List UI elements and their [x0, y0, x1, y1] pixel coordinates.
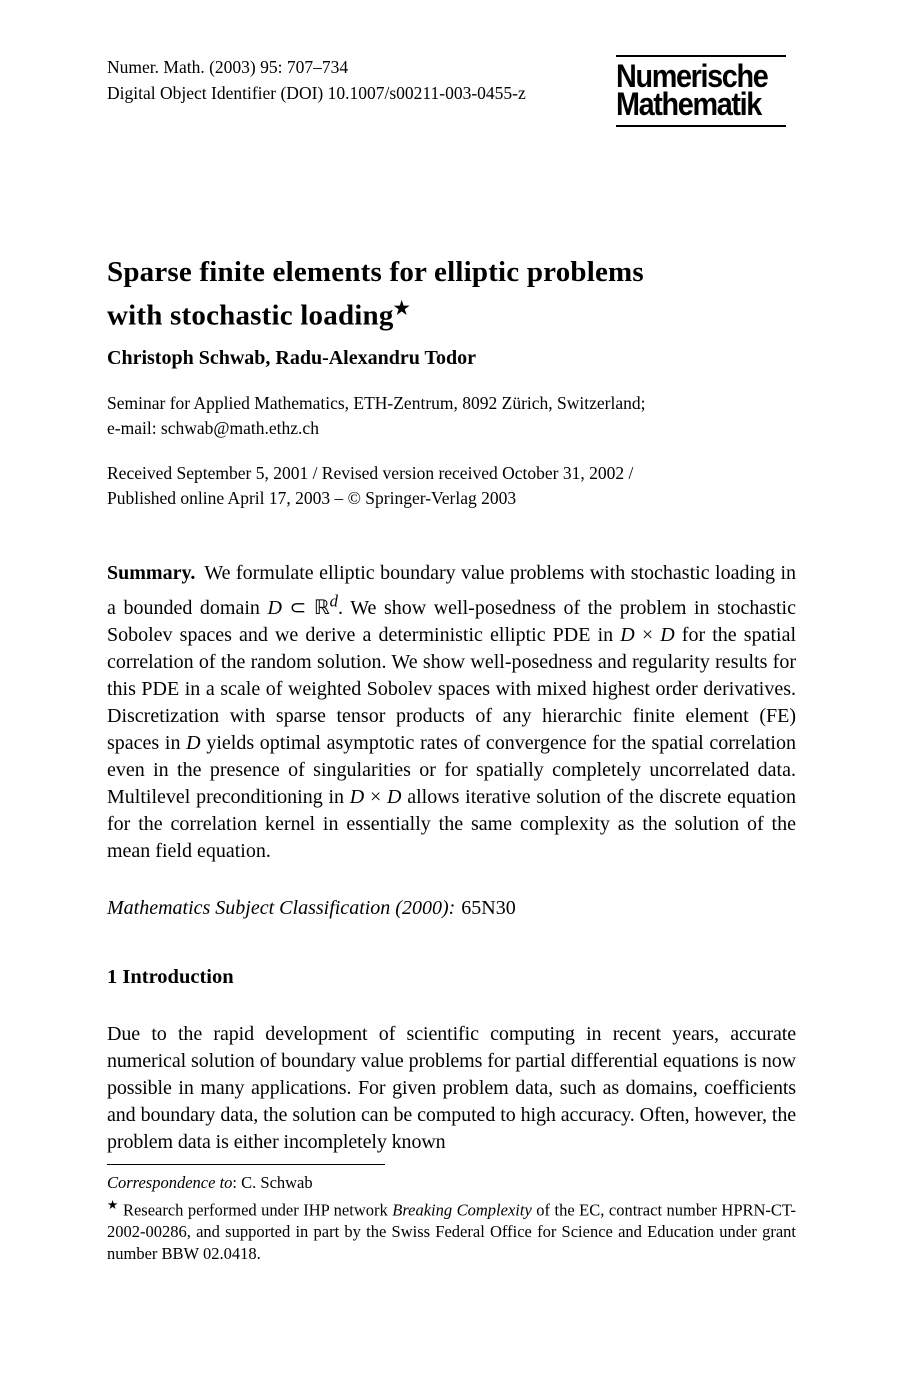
- logo-line-1: Numerische: [616, 58, 768, 94]
- summary-label: Summary.: [107, 562, 196, 584]
- title-line-2: with stochastic loading★: [107, 298, 410, 332]
- msc-label: Mathematics Subject Classification (2000):: [107, 897, 456, 919]
- affiliation-line-2: e-mail: schwab@math.ethz.ch: [107, 417, 319, 438]
- section-heading-introduction: 1 Introduction: [107, 966, 234, 988]
- article-title: [107, 254, 644, 334]
- journal-citation: Numer. Math. (2003) 95: 707–734: [107, 57, 349, 77]
- intro-paragraph: Due to the rapid development of scientific computing in recent years, accurate numerical solution of boundary value problems for partial differential equations is now possible in many applications. For given problem data, such as domains, coefficients and boundary data, the solution can be computed to high accuracy. Often, however, the problem data is either incompletely known: [107, 1023, 796, 1153]
- journal-doi: Digital Object Identifier (DOI) 10.1007/s00211-003-0455-z: [107, 83, 526, 103]
- authors: Christoph Schwab, Radu-Alexandru Todor: [107, 347, 476, 369]
- summary-body: We formulate elliptic boundary value problems with stochastic loading in a bounded domain D ⊂ ℝ$^d$. We show well-posedness of the problem in stochastic Sobolev spaces and we derive a deterministic elliptic PDE in D × D for the spatial correlation of the random solution. We show well-posedness and regularity results for this PDE in a scale of weighted Sobolev spaces with mixed highest order derivatives. Discretization with sparse tensor products of any hierarchic finite element (FE) spaces in D yields optimal asymptotic rates of convergence for the spatial correlation even in the presence of singularities or for spatially completely uncorrelated data. Multilevel preconditioning in D × D allows iterative solution of the discrete equation for the correlation kernel in essentially the same complexity as the solution of the mean field equation.: [107, 562, 797, 862]
- summary-paragraph: [107, 560, 796, 865]
- logo-rule-top: [616, 55, 786, 57]
- footnote-rule: [107, 1164, 385, 1165]
- affiliation-line-1: Seminar for Applied Mathematics, ETH-Zentrum, 8092 Zürich, Switzerland;: [107, 393, 646, 413]
- footnote-note: ★ Research performed under IHP network Breaking Complexity of the EC, contract number HPRN-CT-2002-00286, and supported in part by the Swiss Federal Office for Science and Education under grant number BBW 02.0418.: [107, 1197, 796, 1263]
- msc-value: 65N30: [461, 897, 516, 919]
- footnote: [107, 1172, 796, 1265]
- logo-line-2: Mathematik: [616, 86, 761, 122]
- msc-line: [107, 897, 516, 920]
- affiliation: [107, 391, 645, 440]
- received-note: Received September 5, 2001 / Revised version received October 31, 2002 / Published online April 17, 2003 – © Springer-Verlag 2003: [107, 463, 634, 508]
- logo-rule-bottom: [616, 125, 786, 127]
- title-line-1: Sparse finite elements for elliptic problems: [107, 256, 644, 288]
- journal-logo: [616, 55, 786, 127]
- footnote-correspondence: Correspondence to: C. Schwab: [107, 1173, 313, 1192]
- journal-header: [107, 54, 526, 106]
- logo-title: [616, 58, 769, 122]
